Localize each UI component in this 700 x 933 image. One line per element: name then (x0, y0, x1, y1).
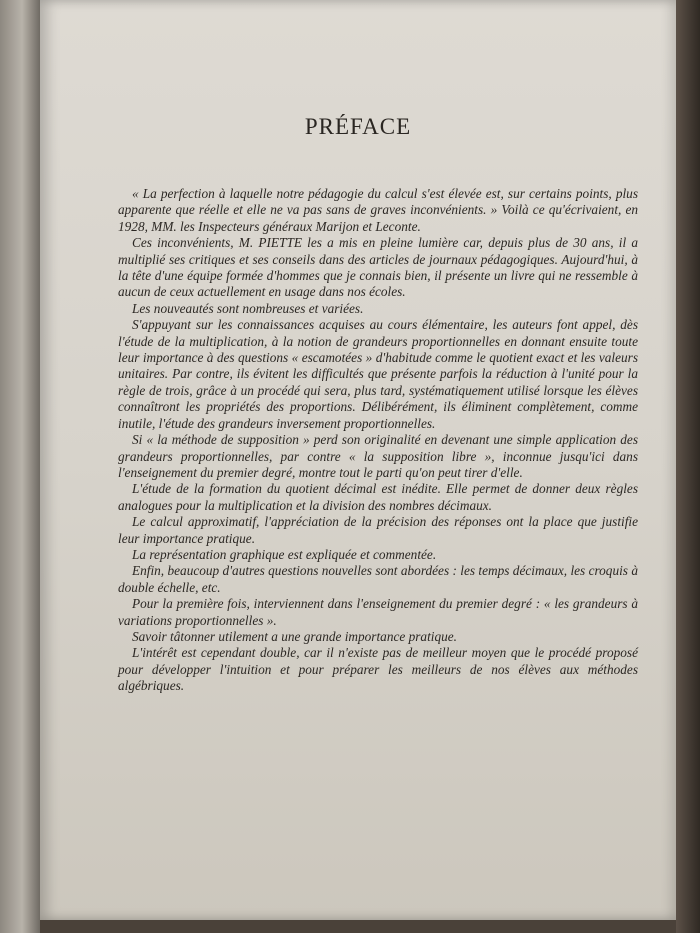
paragraph: S'appuyant sur les connaissances acquises au cours élémentaire, les auteurs font appel, dès l'étude de la multiplication, à la notion de grandeurs proportionnelles en donnant ensuite toute leur importance à des questions « escamotées » d'habitude comme le quotient exact et les valeurs unitaires. Par contre, ils évitent les difficultés que présente parfois la réduction à l'unité pour la règle de trois, grâce à un procédé qui sera, plus tard, systématiquement utilisé lorsque les élèves connaîtront les propriétés des proportions. Délibérément, ils éliminent complètement, comme inutile, l'étude des grandeurs inversement proportionnelles. (118, 317, 638, 431)
paragraph: Ces inconvénients, M. PIETTE les a mis en pleine lumière car, depuis plus de 30 ans, il a multiplié ses critiques et ses conseils dans des articles de journaux pédagogiques. Aujourd'hui, à la tête d'une équipe formée d'hommes que je connais bien, il présente un livre qui ne ressemble à aucun de ceux actuellement en usage dans nos écoles. (118, 235, 638, 300)
book-bottom-edge (40, 920, 676, 933)
paragraph: « La perfection à laquelle notre pédagogie du calcul s'est élevée est, sur certains points, plus apparente que réelle et elle ne va pas sans de graves inconvénients. » Voilà ce qu'écrivaient, en 1928, MM. les Inspecteurs généraux Marijon et Leconte. (118, 186, 638, 234)
preface-text (118, 186, 638, 695)
book-page (40, 0, 676, 920)
paragraph: Enfin, beaucoup d'autres questions nouvelles sont abordées : les temps décimaux, les croquis à double échelle, etc. (118, 563, 638, 595)
paragraph: Les nouveautés sont nombreuses et variées. (132, 300, 364, 316)
page-title: PRÉFACE (304, 114, 412, 139)
paragraph: Le calcul approximatif, l'appréciation de la précision des réponses ont la place que justifie leur importance pratique. (118, 514, 638, 546)
book-left-edge (0, 0, 40, 933)
book-right-edge (676, 0, 700, 933)
paragraph: Si « la méthode de supposition » perd son originalité en devenant une simple application des grandeurs proportionnelles, par contre « la supposition libre », inconnue jusqu'ici dans l'enseignement du premier degré, montre tout le parti qu'on peut tirer d'elle. (118, 432, 638, 480)
paragraph: La représentation graphique est expliquée et commentée. (132, 546, 437, 562)
paragraph: Pour la première fois, interviennent dans l'enseignement du premier degré : « les grandeurs à variations proportionnelles ». (118, 596, 638, 628)
paragraph: L'intérêt est cependant double, car il n'existe pas de meilleur moyen que le procédé proposé pour développer l'intuition et pour préparer les meilleurs de nos élèves aux méthodes algébriques. (118, 645, 638, 694)
paragraph: Savoir tâtonner utilement a une grande importance pratique. (132, 628, 457, 644)
paragraph: L'étude de la formation du quotient décimal est inédite. Elle permet de donner deux règles analogues pour la multiplication et la division des nombres décimaux. (118, 481, 638, 513)
